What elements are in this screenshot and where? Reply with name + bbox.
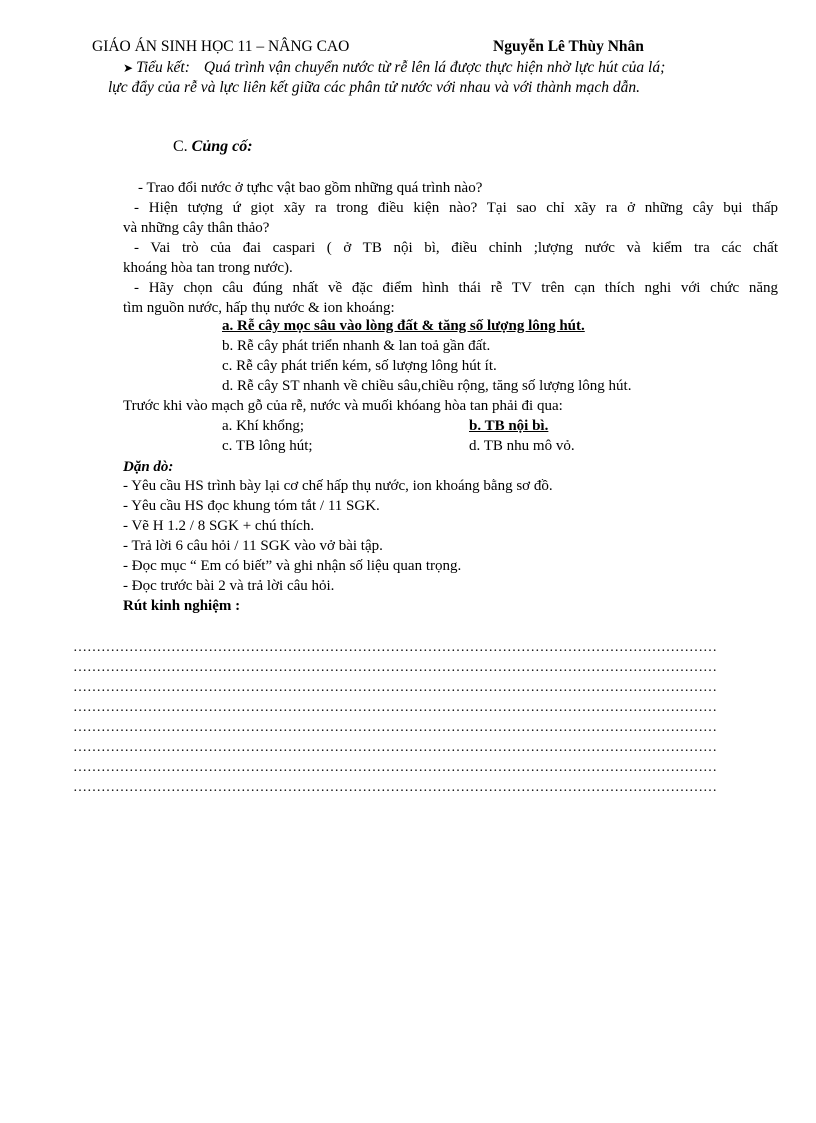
homework-item: - Đọc mục “ Em có biết” và ghi nhận số liệu quan trọng. [123, 558, 462, 574]
question-4-line-2: tìm nguồn nước, hấp thụ nước & ion khoáng: [123, 300, 395, 316]
homework-item: - Trả lời 6 câu hỏi / 11 SGK vào vở bài tập. [123, 538, 383, 554]
blank-dotted-line: ………………………………………………………………………………………………………………………… [73, 780, 717, 795]
experience-heading: Rút kinh nghiệm : [123, 598, 241, 614]
homework-heading: Dặn dò: [123, 459, 174, 475]
q5-option-b-correct: b. TB nội bì. [469, 418, 549, 434]
blank-dotted-line: ………………………………………………………………………………………………………………………… [73, 680, 717, 695]
homework-item: - Vẽ H 1.2 / 8 SGK + chú thích. [123, 518, 315, 534]
summary-block [108, 58, 783, 96]
homework-item: - Yêu cầu HS trình bày lại cơ chế hấp thụ nước, ion khoáng bằng sơ đồ. [123, 478, 553, 494]
question-4-line-1: - Hãy chọn câu đúng nhất về đặc điểm hình thái rễ TV trên cạn thích nghi với chức năng [134, 280, 778, 296]
homework-item: - Yêu cầu HS đọc khung tóm tắt / 11 SGK. [123, 498, 380, 514]
q4-option-b: b. Rễ cây phát triển nhanh & lan toả gần đất. [222, 338, 491, 354]
arrow-bullet-icon: ➤ [123, 61, 134, 75]
section-c-prefix: C. [173, 138, 188, 155]
question-5: Trước khi vào mạch gỗ của rễ, nước và muối khóang hòa tan phải đi qua: [123, 398, 563, 414]
question-1: - Trao đổi nước ở tựhc vật bao gồm những quá trình nào? [138, 180, 483, 196]
q4-option-c: c. Rễ cây phát triển kém, số lượng lông hút ít. [222, 358, 497, 374]
q4-option-d: d. Rễ cây ST nhanh về chiều sâu,chiều rộng, tăng số lượng lông hút. [222, 378, 632, 394]
summary-line-2: lực đẩy của rễ và lực liên kết giữa các phân tử nước với nhau và với thành mạch dẫn. [108, 79, 640, 96]
summary-line-1: Quá trình vận chuyển nước từ rễ lên lá được thực hiện nhờ lực hút của lá; [203, 59, 666, 76]
question-3-line-2: khoáng hòa tan trong nước). [123, 260, 293, 276]
blank-dotted-line: ………………………………………………………………………………………………………………………… [73, 760, 717, 775]
question-3-line-1: - Vai trò của đai caspari ( ở TB nội bì, điều chỉnh ;lượng nước và kiểm tra các chất [134, 240, 778, 256]
q5-option-c: c. TB lông hút; [222, 438, 313, 454]
summary-label: Tiểu kết: [136, 59, 190, 76]
q4-option-a-correct: a. Rễ cây mọc sâu vào lòng đất & tăng số lượng lông hút. [222, 318, 585, 334]
q5-option-a: a. Khí khổng; [222, 418, 305, 434]
header-title: GIÁO ÁN SINH HỌC 11 – NÂNG CAO [92, 38, 350, 55]
homework-item: - Đọc trước bài 2 và trả lời câu hỏi. [123, 578, 335, 594]
blank-dotted-line: ………………………………………………………………………………………………………………………… [73, 700, 717, 715]
blank-dotted-line: ………………………………………………………………………………………………………………………… [73, 660, 717, 675]
blank-dotted-line: ………………………………………………………………………………………………………………………… [73, 720, 717, 735]
author-name: Nguyễn Lê Thùy Nhân [493, 38, 644, 55]
question-2-line-1: - Hiện tượng ứ giọt xãy ra trong điều kiện nào? Tại sao chỉ xãy ra ở những cây bụi thấp [134, 200, 778, 216]
blank-dotted-line: ………………………………………………………………………………………………………………………… [73, 740, 717, 755]
q5-option-d: d. TB nhu mô vỏ. [469, 438, 575, 454]
section-c-title: Củng cố: [191, 138, 253, 155]
section-c-heading [173, 138, 253, 156]
question-2-line-2: và những cây thân thảo? [123, 220, 270, 236]
blank-dotted-line: ………………………………………………………………………………………………………………………… [73, 640, 717, 655]
